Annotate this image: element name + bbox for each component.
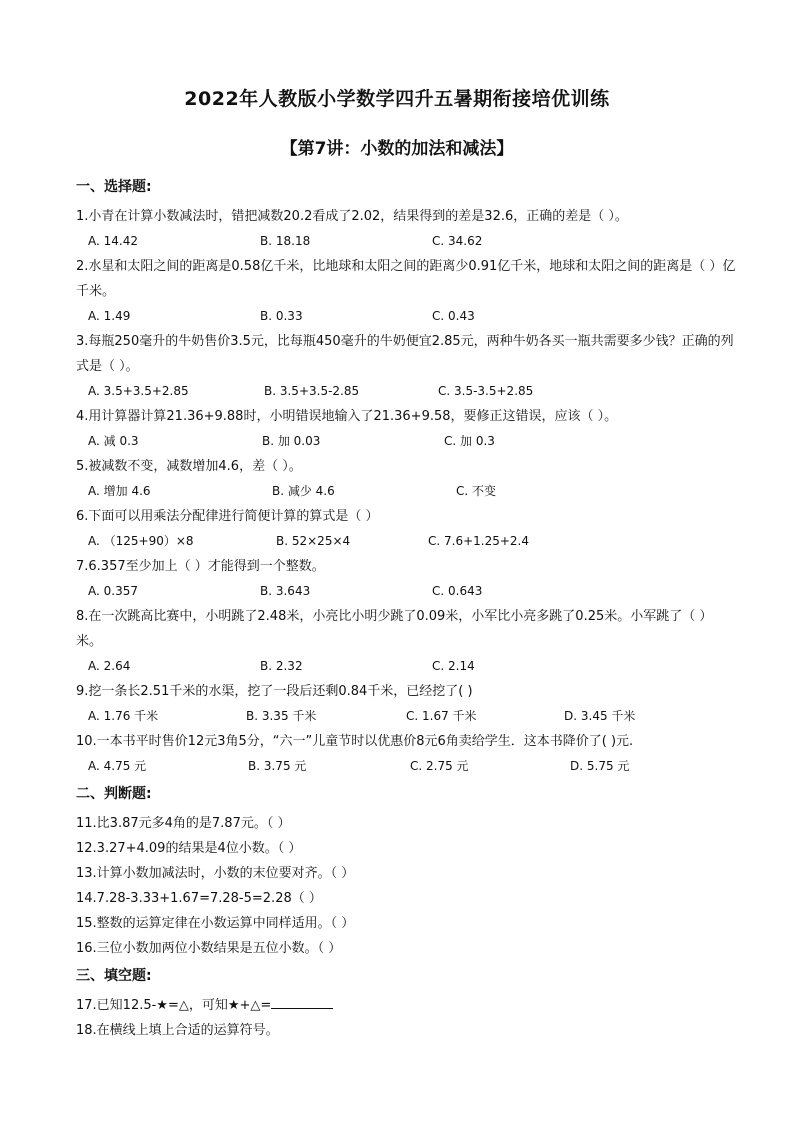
lesson-subtitle: 【第7讲：小数的加法和减法】 bbox=[280, 139, 514, 159]
question-10: 10.一本书平时售价12元3角5分，“六一”儿童节时以优惠价8元6角卖给学生．这本书降价了( )元. bbox=[76, 734, 634, 749]
answer-blank[interactable] bbox=[271, 996, 333, 1009]
question-6: 6.下面可以用乘法分配律进行简便计算的算式是（ ） bbox=[76, 509, 379, 524]
question-2-options bbox=[76, 304, 736, 329]
question-1-options bbox=[76, 229, 736, 254]
option-b: B. 18.18 bbox=[260, 234, 311, 248]
option-b: B. 加 0.03 bbox=[262, 434, 321, 448]
option-c: C. 不变 bbox=[456, 484, 497, 498]
question-3-options bbox=[76, 379, 736, 404]
question-4-options bbox=[76, 429, 736, 454]
option-c: C. 2.75 元 bbox=[410, 759, 469, 773]
question-7: 7.6.357至少加上（ ）才能得到一个整数。 bbox=[76, 559, 325, 574]
option-a: A. 1.49 bbox=[88, 309, 131, 323]
question-9-options bbox=[76, 704, 736, 729]
option-a: A. 1.76 千米 bbox=[88, 709, 159, 723]
option-a: A. 4.75 元 bbox=[88, 759, 147, 773]
question-10-options bbox=[76, 754, 736, 779]
option-b: B. 3.35 千米 bbox=[246, 709, 317, 723]
question-16: 16.三位小数加两位小数结果是五位小数。（ ） bbox=[76, 941, 342, 956]
section-heading-choice: 一、选择题: bbox=[76, 179, 152, 195]
question-9: 9.挖一条长2.51千米的水渠，挖了一段后还剩0.84千米，已经挖了( ) bbox=[76, 684, 473, 699]
question-13: 13.计算小数加减法时，小数的末位要对齐。（ ） bbox=[76, 866, 355, 881]
option-c: C. 0.643 bbox=[432, 584, 483, 598]
option-c: C. 3.5-3.5+2.85 bbox=[438, 384, 534, 398]
question-12: 12.3.27+4.09的结果是4位小数。（ ） bbox=[76, 841, 302, 856]
option-b: B. 52×25×4 bbox=[276, 534, 351, 548]
option-c: C. 加 0.3 bbox=[444, 434, 495, 448]
option-a: A. 减 0.3 bbox=[88, 434, 139, 448]
document-content bbox=[76, 174, 736, 1043]
question-1: 1.小青在计算小数减法时，错把减数20.2看成了2.02，结果得到的差是32.6，正确的差是（ ）。 bbox=[76, 209, 628, 224]
option-b: B. 2.32 bbox=[260, 659, 303, 673]
question-17 bbox=[76, 993, 736, 1018]
option-d: D. 5.75 元 bbox=[570, 759, 630, 773]
option-c: C. 7.6+1.25+2.4 bbox=[428, 534, 530, 548]
option-a: A. 0.357 bbox=[88, 584, 138, 598]
question-17-text: 17.已知12.5-★=△，可知★+△= bbox=[76, 998, 272, 1013]
option-d: D. 3.45 千米 bbox=[564, 709, 636, 723]
question-8: 8.在一次跳高比赛中，小明跳了2.48米，小亮比小明少跳了0.09米，小军比小亮多跳了0.25米。小军跳了（ ）米。 bbox=[76, 609, 713, 649]
question-4: 4.用计算器计算21.36+9.88时，小明错误地输入了21.36+9.58，要修正这错误，应该（ ）。 bbox=[76, 409, 618, 424]
question-3: 3.每瓶250毫升的牛奶售价3.5元，比每瓶450毫升的牛奶便宜2.85元，两种牛奶各买一瓶共需要多少钱？正确的列式是（ ）。 bbox=[76, 334, 734, 374]
option-a: A. 14.42 bbox=[88, 234, 138, 248]
question-2: 2.水星和太阳之间的距离是0.58亿千米，比地球和太阳之间的距离少0.91亿千米，地球和太阳之间的距离是（ ）亿千米。 bbox=[76, 259, 736, 299]
document-title: 2022年人教版小学数学四升五暑期衔接培优训练 bbox=[184, 88, 610, 110]
option-b: B. 3.643 bbox=[260, 584, 311, 598]
option-a: A. 3.5+3.5+2.85 bbox=[88, 384, 189, 398]
question-6-options bbox=[76, 529, 736, 554]
section-heading-judge: 二、判断题: bbox=[76, 786, 152, 802]
question-7-options bbox=[76, 579, 736, 604]
option-c: C. 2.14 bbox=[432, 659, 475, 673]
option-a: A. 增加 4.6 bbox=[88, 484, 151, 498]
question-15: 15.整数的运算定律在小数运算中同样适用。（ ） bbox=[76, 916, 355, 931]
option-c: C. 0.43 bbox=[432, 309, 475, 323]
question-5-options bbox=[76, 479, 736, 504]
option-c: C. 1.67 千米 bbox=[406, 709, 477, 723]
question-18: 18.在横线上填上合适的运算符号。 bbox=[76, 1023, 279, 1038]
option-b: B. 0.33 bbox=[260, 309, 303, 323]
option-b: B. 3.75 元 bbox=[248, 759, 307, 773]
option-a: A. （125+90）×8 bbox=[88, 534, 194, 548]
section-heading-fill: 三、填空题: bbox=[76, 968, 152, 984]
option-a: A. 2.64 bbox=[88, 659, 131, 673]
option-b: B. 减少 4.6 bbox=[272, 484, 335, 498]
option-b: B. 3.5+3.5-2.85 bbox=[264, 384, 360, 398]
question-5: 5.被减数不变，减数增加4.6，差（ ）。 bbox=[76, 459, 302, 474]
option-c: C. 34.62 bbox=[432, 234, 483, 248]
question-14: 14.7.28-3.33+1.67=7.28-5=2.28（ ） bbox=[76, 891, 322, 906]
question-11: 11.比3.87元多4角的是7.87元。（ ） bbox=[76, 816, 291, 831]
question-8-options bbox=[76, 654, 736, 679]
